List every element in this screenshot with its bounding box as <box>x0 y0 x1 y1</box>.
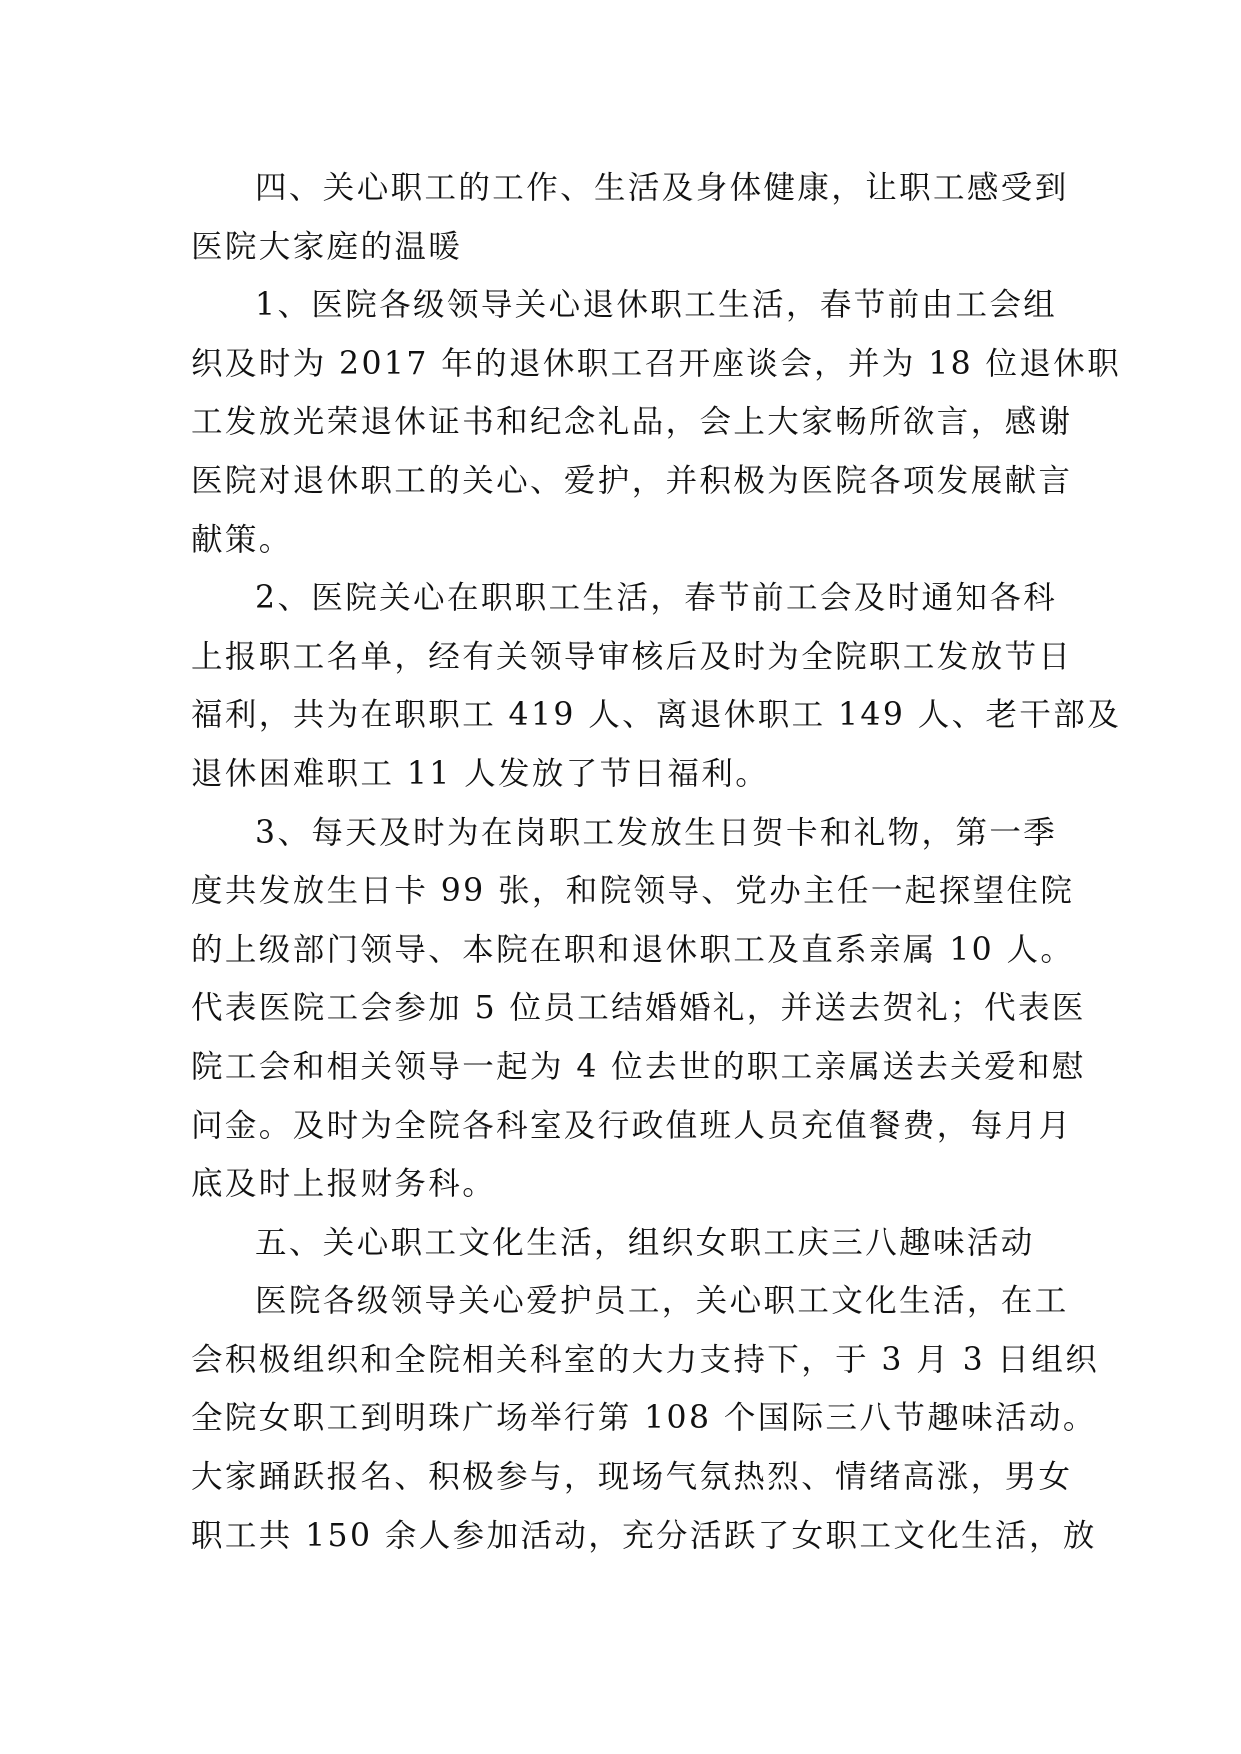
paragraph-line: 3、每天及时为在岗职工发放生日贺卡和礼物，第一季 <box>255 814 1058 851</box>
paragraph-line: 职工共 150 余人参加活动，充分活跃了女职工文化生活，放 <box>191 1517 1097 1554</box>
paragraph-line: 医院各级领导关心爱护员工，关心职工文化生活，在工 <box>255 1283 1069 1320</box>
paragraph-line: 的上级部门领导、本院在职和退休职工及直系亲属 10 人。 <box>191 931 1075 968</box>
paragraph-line: 问金。及时为全院各科室及行政值班人员充值餐费，每月月 <box>191 1107 1073 1144</box>
paragraph-line: 上报职工名单，经有关领导审核后及时为全院职工发放节日 <box>191 638 1073 675</box>
paragraph-line: 会积极组织和全院相关科室的大力支持下，于 3 月 3 日组织 <box>191 1341 1100 1378</box>
section-heading-4-cont: 医院大家庭的温暖 <box>191 228 463 265</box>
paragraph-line: 福利，共为在职职工 419 人、离退休职工 149 人、老干部及 <box>191 697 1122 734</box>
paragraph-line: 院工会和相关领导一起为 4 位去世的职工亲属送去关爱和慰 <box>191 1048 1086 1085</box>
paragraph-line: 度共发放生日卡 99 张，和院领导、党办主任一起探望住院 <box>191 873 1075 910</box>
paragraph-line: 工发放光荣退休证书和纪念礼品，会上大家畅所欲言，感谢 <box>191 404 1073 441</box>
paragraph-line: 退休困难职工 11 人发放了节日福利。 <box>191 755 770 792</box>
section-heading-4: 四、关心职工的工作、生活及身体健康，让职工感受到 <box>255 170 1069 206</box>
paragraph-line: 医院对退休职工的关心、爱护，并积极为医院各项发展献言 <box>191 462 1073 499</box>
paragraph-line: 代表医院工会参加 5 位员工结婚婚礼，并送去贺礼；代表医 <box>191 990 1086 1027</box>
paragraph-line: 底及时上报财务科。 <box>191 1166 497 1203</box>
paragraph-line: 全院女职工到明珠广场举行第 108 个国际三八节趣味活动。 <box>191 1400 1097 1437</box>
document-body <box>191 159 1122 1565</box>
paragraph-line: 2、医院关心在职职工生活，春节前工会及时通知各科 <box>255 580 1058 617</box>
paragraph-line: 织及时为 2017 年的退休职工召开座谈会，并为 18 位退休职 <box>191 345 1122 382</box>
section-heading-5: 五、关心职工文化生活，组织女职工庆三八趣味活动 <box>255 1224 1035 1261</box>
paragraph-line: 大家踊跃报名、积极参与，现场气氛热烈、情绪高涨，男女 <box>191 1459 1073 1496</box>
paragraph-line: 献策。 <box>191 521 293 558</box>
paragraph-line: 1、医院各级领导关心退休职工生活，春节前由工会组 <box>255 287 1058 324</box>
